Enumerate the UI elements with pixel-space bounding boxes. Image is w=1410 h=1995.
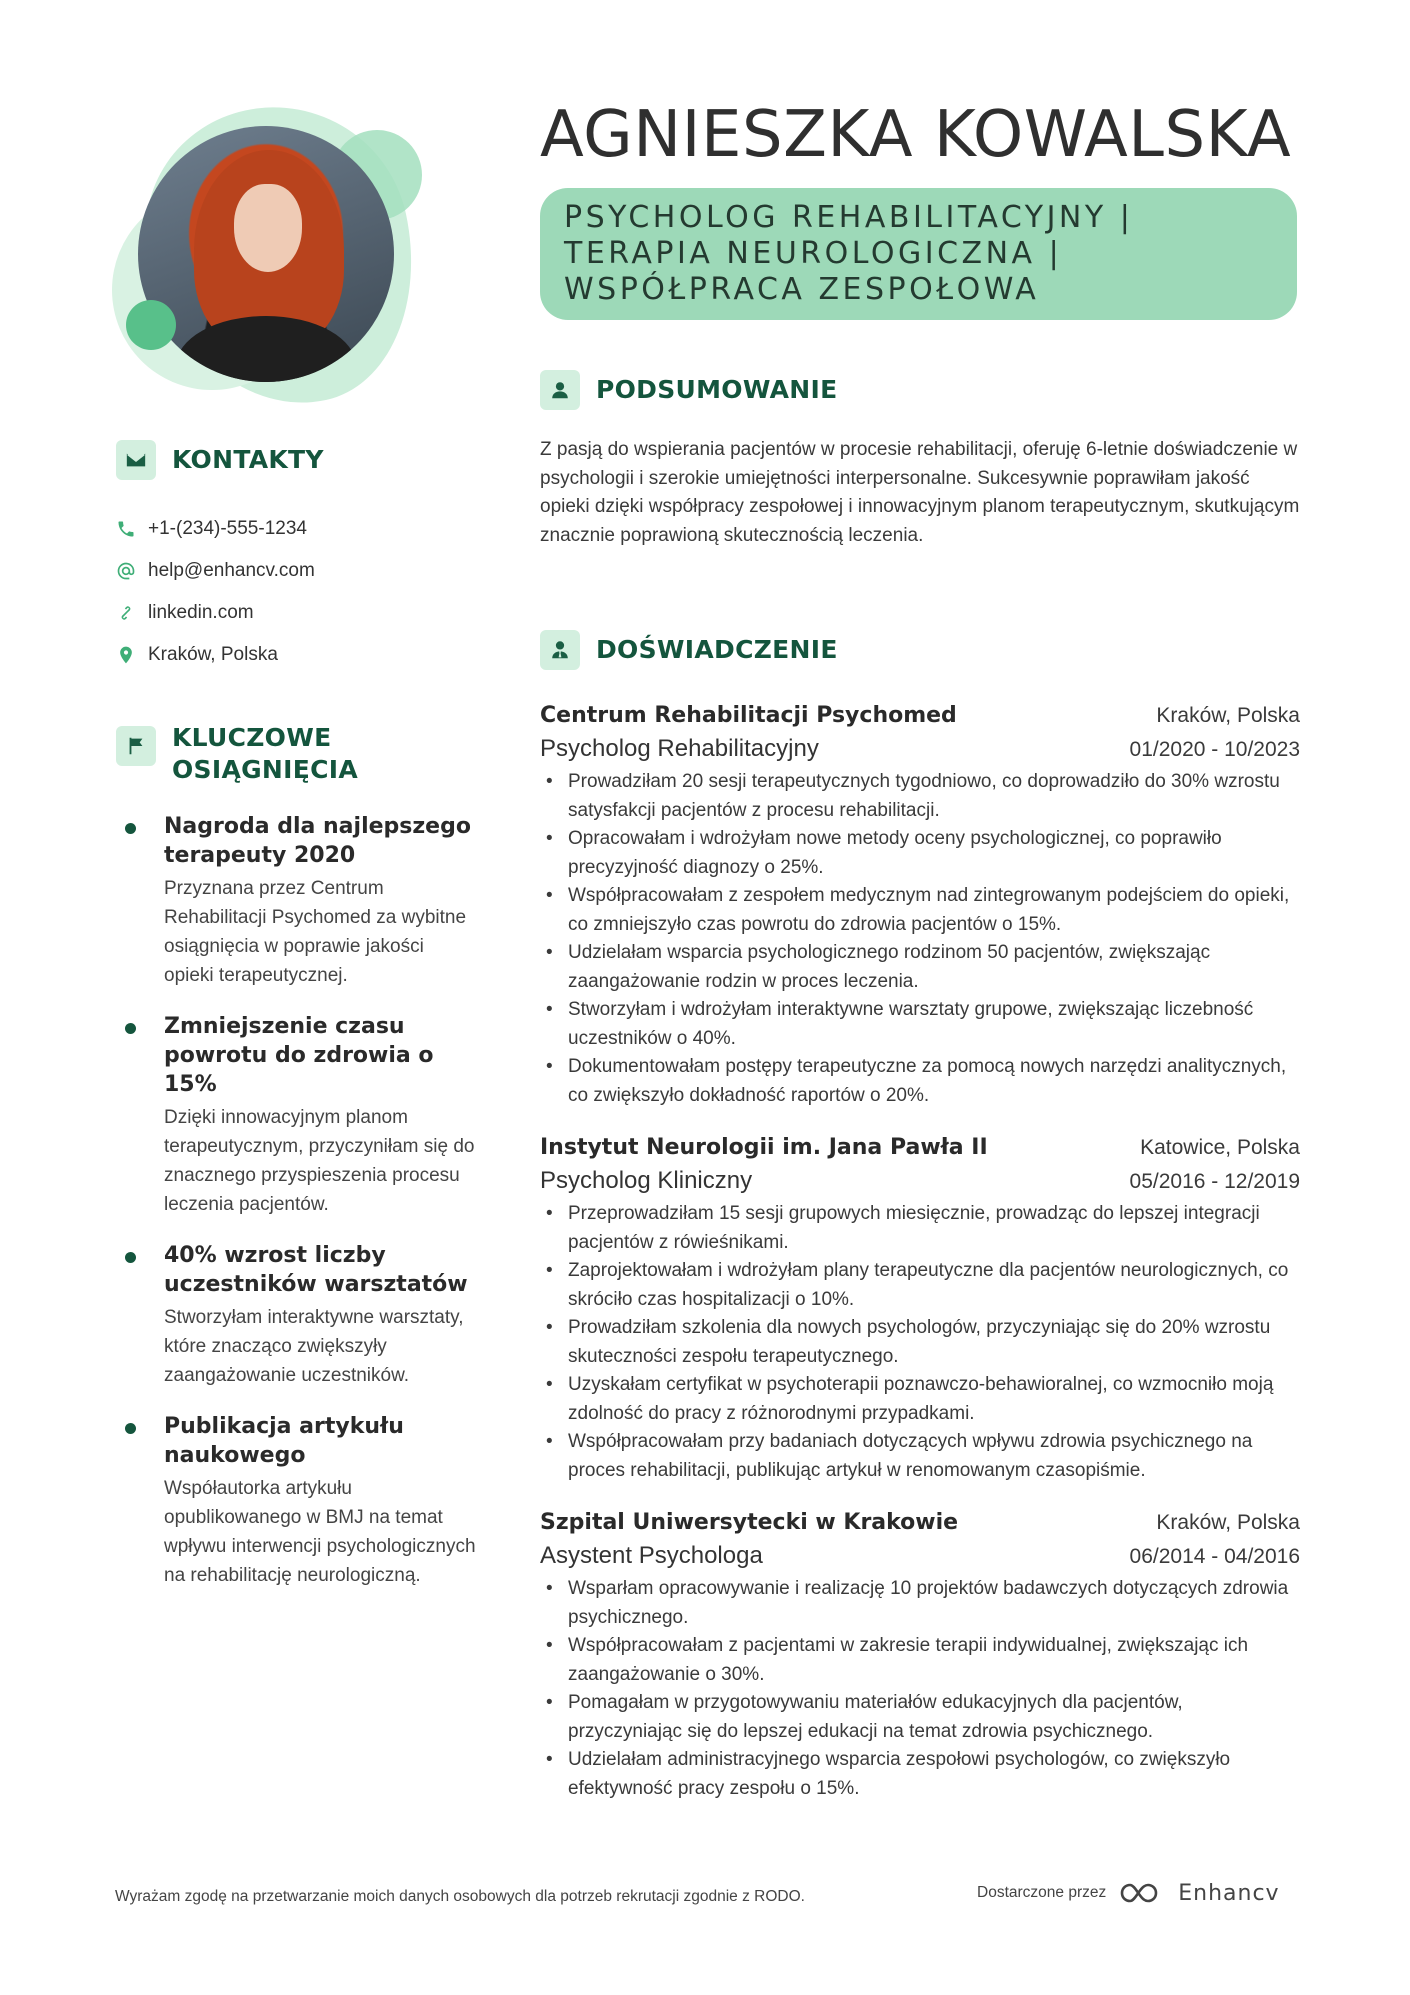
job-role: Asystent Psychologa (540, 1542, 763, 1569)
job-bullet: • Prowadziłam 20 sesji terapeutycznych tygodniowo, co doprowadziło do 30% wzrostu satysfakcji pacjentów z procesu rehabilitacji. (540, 768, 1300, 825)
job-location: Katowice, Polska (1140, 1136, 1300, 1159)
job-dates: 01/2020 - 10/2023 (1129, 738, 1300, 761)
achievement-item (116, 1241, 476, 1390)
contact-phone-text: +1-(234)-555-1234 (148, 518, 307, 539)
job-bullet: • Uzyskałam certyfikat w psychoterapii poznawczo-behawioralnej, co wzmocniło moją zdolność do pracy z różnorodnymi przypadkami. (540, 1371, 1300, 1428)
profile-photo (138, 126, 394, 382)
at-icon (116, 561, 136, 581)
envelope-icon (116, 440, 156, 480)
candidate-name: AGNIESZKA KOWALSKA (540, 98, 1292, 172)
decorative-dot (126, 300, 176, 350)
job-bullet: • Dokumentowałam postępy terapeutyczne za pomocą nowych narzędzi analitycznych, co zwiększyło dokładność raportów o 20%. (540, 1053, 1300, 1110)
achievement-description: Stworzyłam interaktywne warsztaty, które znacząco zwiększyły zaangażowanie uczestników. (164, 1307, 464, 1386)
achievement-title: Zmniejszenie czasu powrotu do zdrowia o 15% (164, 1014, 434, 1097)
achievements-title: KLUCZOWE OSIĄGNIĘCIA (172, 723, 359, 784)
job-bullet: • Współpracowałam z zespołem medycznym nad zintegrowanym podejściem do opieki, co zmniejszyło czas powrotu do zdrowia pacjentów o 15%. (540, 882, 1300, 939)
job-location: Kraków, Polska (1156, 1511, 1300, 1534)
job-bullet: • Udzielałam administracyjnego wsparcia zespołowi psychologów, co zwiększyło efektywność pracy zespołu o 15%. (540, 1746, 1300, 1803)
job-bullets (540, 1575, 1300, 1803)
achievements-section (116, 718, 476, 1612)
experience-section (540, 630, 1300, 1825)
job-bullet: • Stworzyłam i wdrożyłam interaktywne warsztaty grupowe, zwiększając liczebność uczestników o 40%. (540, 996, 1300, 1053)
profile-photo-area (112, 100, 422, 410)
achievement-item (116, 1012, 476, 1219)
summary-section (540, 370, 1300, 550)
job-company: Centrum Rehabilitacji Psychomed (540, 703, 957, 728)
contact-linkedin[interactable] (116, 592, 476, 634)
link-icon (116, 603, 136, 623)
job-bullet: • Przeprowadziłam 15 sesji grupowych miesięcznie, prowadząc do lepszej integracji pacjentów z rówieśnikami. (540, 1200, 1300, 1257)
job-company: Szpital Uniwersytecki w Krakowie (540, 1510, 959, 1535)
contacts-header (116, 440, 476, 480)
powered-by-label: Dostarczone przez (977, 1884, 1107, 1901)
summary-text: Z pasją do wspierania pacjentów w procesie rehabilitacji, oferuję 6-letnie doświadczenie w psychologii i szerokie umiejętności interpersonalne. Sukcesywnie poprawiłam jakość opieki dzięki współpracy zespołowej i innowacyjnym planom terapeutycznym, skutkującym znacznie poprawioną skutecznością leczenia. (540, 439, 1300, 546)
job-dates: 06/2014 - 04/2016 (1129, 1545, 1300, 1568)
achievements-list (116, 812, 476, 1590)
location-pin-icon (116, 645, 136, 665)
summary-title: PODSUMOWANIE (596, 375, 838, 404)
headline-line: WSPÓŁPRACA ZESPOŁOWA (564, 272, 1040, 307)
headline-line: TERAPIA NEUROLOGICZNA | (564, 236, 1063, 271)
contacts-section (116, 440, 476, 676)
job-bullets (540, 768, 1300, 1110)
job-bullet: • Współpracowałam przy badaniach dotyczących wpływu zdrowia psychicznego na proces rehabilitacji, publikując artykuł w renomowanym czasopiśmie. (540, 1428, 1300, 1485)
experience-header (540, 630, 1300, 670)
job-bullets (540, 1200, 1300, 1485)
contact-location-text: Kraków, Polska (148, 644, 278, 665)
achievement-title: Nagroda dla najlepszego terapeuty 2020 (164, 814, 471, 868)
contact-list (116, 508, 476, 676)
achievement-title: 40% wzrost liczby uczestników warsztatów (164, 1243, 468, 1297)
briefcase-user-icon (540, 630, 580, 670)
consent-note: Wyrażam zgodę na przetwarzanie moich danych osobowych dla potrzeb rekrutacji zgodnie z RODO. (115, 1888, 805, 1905)
achievement-description: Współautorka artykułu opublikowanego w BMJ na temat wpływu interwencji psychologicznych na rehabilitację neurologiczną. (164, 1478, 476, 1586)
job-bullet: • Udzielałam wsparcia psychologicznego rodzinom 50 pacjentów, zwiększając zaangażowanie rodzin w proces leczenia. (540, 939, 1300, 996)
experience-title: DOŚWIADCZENIE (596, 635, 838, 664)
headline-line: PSYCHOLOG REHABILITACYJNY | (564, 200, 1134, 235)
contact-email-text: help@enhancv.com (148, 560, 315, 581)
job-company: Instytut Neurologii im. Jana Pawła II (540, 1135, 988, 1160)
job-bullet: • Prowadziłam szkolenia dla nowych psychologów, przyczyniając się do 20% wzrostu skuteczności zespołu terapeutycznego. (540, 1314, 1300, 1371)
flag-icon (116, 726, 156, 766)
job-location: Kraków, Polska (1156, 704, 1300, 727)
job-entry (540, 700, 1300, 1110)
powered-by[interactable] (977, 1880, 1280, 1906)
achievement-item (116, 1412, 476, 1590)
contact-linkedin-text: linkedin.com (148, 602, 254, 623)
phone-icon (116, 519, 136, 539)
achievements-header (116, 718, 476, 786)
job-entry (540, 1132, 1300, 1485)
contact-email[interactable] (116, 550, 476, 592)
headline-banner (540, 188, 1297, 320)
contact-phone[interactable] (116, 508, 476, 550)
enhancv-logo-icon (1118, 1880, 1166, 1906)
achievement-item (116, 812, 476, 990)
achievement-description: Przyznana przez Centrum Rehabilitacji Psychomed za wybitne osiągnięcia w poprawie jakości opieki terapeutycznej. (164, 878, 467, 986)
job-list (540, 700, 1300, 1803)
contacts-title: KONTAKTY (172, 445, 324, 474)
job-bullet: • Opracowałam i wdrożyłam nowe metody oceny psychologicznej, co poprawiło precyzyjność diagnozy o 25%. (540, 825, 1300, 882)
achievement-title: Publikacja artykułu naukowego (164, 1414, 404, 1468)
job-dates: 05/2016 - 12/2019 (1129, 1170, 1300, 1193)
contact-location (116, 634, 476, 676)
job-bullet: • Wsparłam opracowywanie i realizację 10 projektów badawczych dotyczących zdrowia psychicznego. (540, 1575, 1300, 1632)
summary-header (540, 370, 1300, 410)
job-bullet: • Zaprojektowałam i wdrożyłam plany terapeutyczne dla pacjentów neurologicznych, co skróciło czas hospitalizacji o 10%. (540, 1257, 1300, 1314)
job-entry (540, 1507, 1300, 1803)
job-bullet: • Współpracowałam z pacjentami w zakresie terapii indywidualnej, zwiększając ich zaangażowanie o 30%. (540, 1632, 1300, 1689)
brand-name: Enhancv (1178, 1880, 1280, 1906)
job-bullet: • Pomagałam w przygotowywaniu materiałów edukacyjnych dla pacjentów, przyczyniając się do lepszej edukacji na temat zdrowia psychicznego. (540, 1689, 1300, 1746)
job-role: Psycholog Kliniczny (540, 1167, 753, 1194)
job-role: Psycholog Rehabilitacyjny (540, 735, 819, 762)
user-icon (540, 370, 580, 410)
achievement-description: Dzięki innowacyjnym planom terapeutycznym, przyczyniłam się do znacznego przyspieszenia procesu leczenia pacjentów. (164, 1107, 475, 1215)
